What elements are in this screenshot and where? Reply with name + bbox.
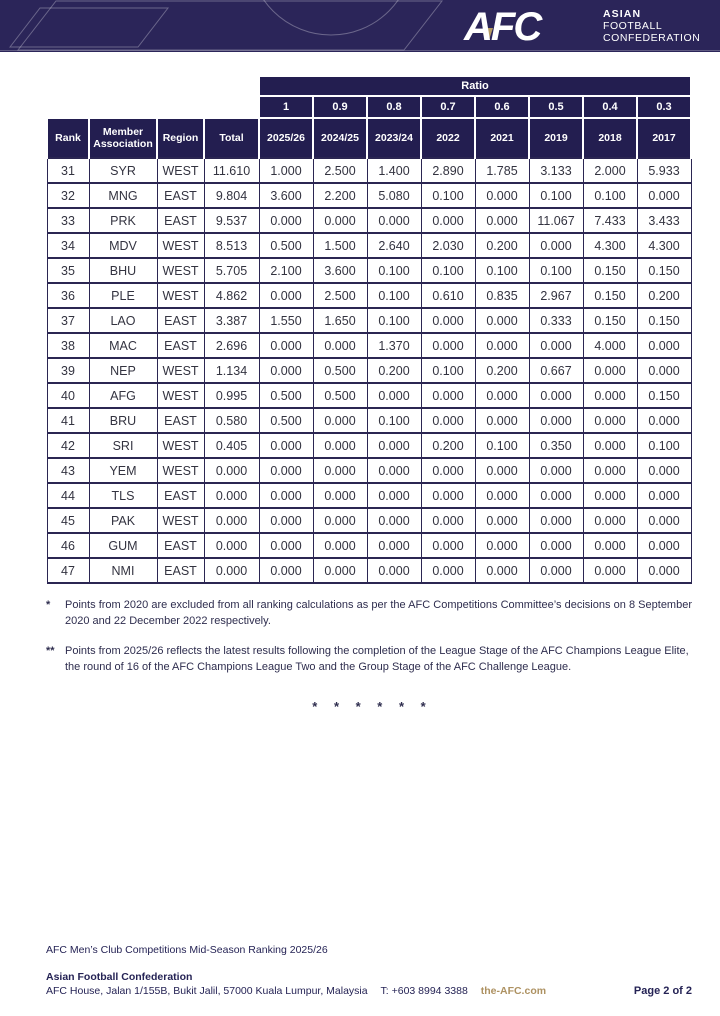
ratio-points-cell: 2.890 [421,158,475,183]
region-cell: WEST [157,433,204,458]
ratio-points-cell: 0.200 [367,358,421,383]
ratio-points-cell: 0.000 [367,208,421,233]
ratio-points-cell: 0.000 [475,508,529,533]
region-cell: EAST [157,408,204,433]
ratio-points-cell: 0.000 [637,558,691,583]
table-row [47,458,691,483]
ratio-points-cell: 0.000 [313,533,367,558]
ratio-points-cell: 0.100 [367,408,421,433]
ratio-label-row [47,76,691,96]
ratio-points-cell: 0.000 [313,508,367,533]
table-row [47,558,691,583]
member-association-cell: MDV [89,233,157,258]
ratio-points-cell: 0.000 [475,408,529,433]
member-association-cell: BRU [89,408,157,433]
ratio-points-cell: 0.000 [529,508,583,533]
ratio-points-cell: 0.835 [475,283,529,308]
rank-cell: 45 [47,508,89,533]
total-cell: 9.804 [204,183,259,208]
ratio-points-cell: 0.000 [313,208,367,233]
ratio-points-cell: 0.500 [259,408,313,433]
table-row [47,408,691,433]
column-header-cell: Region [157,118,204,158]
member-association-cell: MAC [89,333,157,358]
ratio-points-cell: 1.785 [475,158,529,183]
ratio-points-cell: 0.000 [529,483,583,508]
column-header-cell: Total [204,118,259,158]
rank-cell: 41 [47,408,89,433]
rank-cell: 46 [47,533,89,558]
ratio-points-cell: 0.000 [637,408,691,433]
ratio-points-cell: 1.400 [367,158,421,183]
rank-cell: 44 [47,483,89,508]
ratio-points-cell: 0.100 [529,183,583,208]
ratio-points-cell: 0.000 [259,358,313,383]
table-row [47,383,691,408]
header-spacer [47,96,259,118]
ratio-points-cell: 0.200 [475,233,529,258]
ratio-points-cell: 2.640 [367,233,421,258]
ratio-points-cell: 3.133 [529,158,583,183]
ratio-points-cell: 0.000 [475,208,529,233]
afc-logo-icon [462,4,582,48]
region-cell: WEST [157,358,204,383]
ratio-points-cell: 4.300 [583,233,637,258]
rank-cell: 39 [47,358,89,383]
ratio-points-cell: 0.000 [421,483,475,508]
column-header-cell: 2022 [421,118,475,158]
column-header-cell: 2021 [475,118,529,158]
ratio-points-cell: 3.600 [259,183,313,208]
column-header-cell: 2019 [529,118,583,158]
ratio-points-cell: 0.000 [259,458,313,483]
ratio-label-cell: Ratio [259,76,691,96]
member-association-cell: PLE [89,283,157,308]
footnote-text: Points from 2020 are excluded from all ranking calculations as per the AFC Competitions Committee’s decisions on 8 September 2020 and 22 December 2022 respectively. [65,599,692,627]
ratio-points-cell: 0.100 [583,183,637,208]
ratio-points-cell: 0.667 [529,358,583,383]
member-association-cell: MNG [89,183,157,208]
phone-text: T: +603 8994 3388 [380,985,468,997]
ratio-value-cell: 0.8 [367,96,421,118]
ratio-points-cell: 0.000 [313,433,367,458]
total-cell: 0.000 [204,508,259,533]
ratio-points-cell: 0.000 [583,558,637,583]
ratio-points-cell: 0.000 [367,433,421,458]
ratio-points-cell: 0.200 [475,358,529,383]
table-row [47,308,691,333]
footnote-marker: * [46,599,51,611]
ratio-points-cell: 0.000 [529,408,583,433]
column-header-cell: 2017 [637,118,691,158]
member-association-cell: AFG [89,383,157,408]
header-spacer [47,76,259,96]
total-cell: 11.610 [204,158,259,183]
ratio-points-cell: 2.000 [583,158,637,183]
ratio-points-cell: 2.967 [529,283,583,308]
ratio-points-cell: 0.000 [475,308,529,333]
ratio-points-cell: 0.000 [367,458,421,483]
total-cell: 0.000 [204,458,259,483]
ratio-points-cell: 0.000 [475,183,529,208]
rank-cell: 47 [47,558,89,583]
total-cell: 0.580 [204,408,259,433]
ratio-points-cell: 3.600 [313,258,367,283]
ratio-points-cell: 0.000 [475,558,529,583]
page-footer [46,944,692,997]
total-cell: 8.513 [204,233,259,258]
ratio-points-cell: 0.000 [475,483,529,508]
ratio-points-cell: 0.000 [637,183,691,208]
ratio-points-cell: 0.000 [529,458,583,483]
ratio-points-cell: 1.000 [259,158,313,183]
ratio-points-cell: 0.000 [475,458,529,483]
ratio-points-cell: 0.000 [313,458,367,483]
region-cell: WEST [157,258,204,283]
rank-cell: 37 [47,308,89,333]
ratio-points-cell: 0.150 [637,383,691,408]
ratio-points-cell: 0.150 [637,308,691,333]
region-cell: WEST [157,158,204,183]
member-association-cell: SYR [89,158,157,183]
ratio-points-cell: 0.000 [259,333,313,358]
region-cell: EAST [157,483,204,508]
total-cell: 0.000 [204,533,259,558]
ratio-points-cell: 1.650 [313,308,367,333]
table-row [47,433,691,458]
ratio-points-cell: 0.150 [583,258,637,283]
ratio-points-cell: 4.300 [637,233,691,258]
table-row [47,483,691,508]
website-link[interactable]: the-AFC.com [480,985,547,997]
ratio-points-cell: 0.000 [421,508,475,533]
ratio-points-cell: 0.000 [637,483,691,508]
region-cell: EAST [157,558,204,583]
ratio-points-cell: 0.500 [259,233,313,258]
ratio-points-cell: 0.000 [367,483,421,508]
ratio-points-cell: 0.100 [367,258,421,283]
ratio-points-cell: 0.000 [583,483,637,508]
ratio-points-cell: 0.000 [259,508,313,533]
member-association-cell: NMI [89,558,157,583]
ratio-points-cell: 0.000 [313,408,367,433]
ratio-points-cell: 2.030 [421,233,475,258]
ratio-points-cell: 0.000 [259,483,313,508]
rank-cell: 33 [47,208,89,233]
table-row [47,233,691,258]
stars-separator: * * * * * * [312,699,426,714]
ranking-table-header [47,76,691,158]
total-cell: 9.537 [204,208,259,233]
ratio-points-cell: 11.067 [529,208,583,233]
ratio-points-cell: 0.100 [637,433,691,458]
ratio-points-cell: 0.000 [475,333,529,358]
afc-wordmark [603,8,700,44]
region-cell: EAST [157,308,204,333]
ratio-points-cell: 0.000 [421,408,475,433]
region-cell: EAST [157,208,204,233]
page-number: Page 2 of 2 [633,985,692,997]
ratio-points-cell: 0.150 [583,308,637,333]
ratio-points-cell: 3.433 [637,208,691,233]
region-cell: WEST [157,283,204,308]
member-association-cell: BHU [89,258,157,283]
ratio-points-cell: 0.000 [313,558,367,583]
ratio-values-row [47,96,691,118]
table-row [47,508,691,533]
ratio-points-cell: 0.000 [421,558,475,583]
ratio-points-cell: 0.000 [529,383,583,408]
ratio-points-cell: 0.200 [421,433,475,458]
ratio-points-cell: 0.000 [637,333,691,358]
ratio-points-cell: 0.000 [475,533,529,558]
ratio-points-cell: 0.100 [529,258,583,283]
column-header-cell: 2018 [583,118,637,158]
region-cell: WEST [157,233,204,258]
ratio-points-cell: 0.000 [367,533,421,558]
total-cell: 4.862 [204,283,259,308]
ratio-points-cell: 5.933 [637,158,691,183]
region-cell: WEST [157,458,204,483]
footer-row [46,971,692,997]
ratio-points-cell: 0.000 [313,483,367,508]
ratio-points-cell: 0.500 [313,383,367,408]
ratio-points-cell: 0.000 [529,558,583,583]
ratio-points-cell: 0.500 [259,383,313,408]
region-cell: EAST [157,183,204,208]
ratio-points-cell: 0.000 [367,508,421,533]
ratio-value-cell: 0.6 [475,96,529,118]
rank-cell: 38 [47,333,89,358]
member-association-cell: TLS [89,483,157,508]
ratio-points-cell: 0.000 [583,358,637,383]
ratio-points-cell: 0.000 [529,233,583,258]
table-row [47,158,691,183]
ratio-points-cell: 0.100 [475,433,529,458]
ratio-points-cell: 0.000 [367,383,421,408]
footnotes [46,597,692,714]
ratio-points-cell: 0.000 [637,358,691,383]
wordmark-line-football: FOOTBALL [603,20,663,32]
ratio-points-cell: 0.100 [475,258,529,283]
rank-cell: 32 [47,183,89,208]
address-text: AFC House, Jalan 1/155B, Bukit Jalil, 57000 Kuala Lumpur, Malaysia [46,985,368,997]
column-header-cell: 2025/26 [259,118,313,158]
member-association-cell: PAK [89,508,157,533]
column-header-row [47,118,691,158]
footnote-text: Points from 2025/26 reflects the latest results following the completion of the League Stage of the AFC Champions League Elite, the round of 16 of the AFC Champions League Two and the Group Stage of the AFC Challenge League. [65,645,689,673]
region-cell: EAST [157,533,204,558]
region-cell: WEST [157,383,204,408]
ranking-table-body [47,158,691,583]
ratio-points-cell: 0.200 [637,283,691,308]
ratio-points-cell: 1.370 [367,333,421,358]
footnote-2 [46,643,692,675]
ratio-points-cell: 2.500 [313,283,367,308]
ratio-points-cell: 0.000 [583,383,637,408]
ratio-points-cell: 2.500 [313,158,367,183]
region-cell: WEST [157,508,204,533]
rank-cell: 34 [47,233,89,258]
column-header-cell: 2023/24 [367,118,421,158]
ratio-points-cell: 0.000 [421,458,475,483]
ratio-points-cell: 2.100 [259,258,313,283]
ratio-points-cell: 0.000 [637,533,691,558]
ratio-value-cell: 1 [259,96,313,118]
total-cell: 0.405 [204,433,259,458]
ratio-points-cell: 0.000 [259,208,313,233]
ratio-points-cell: 5.080 [367,183,421,208]
document-title: AFC Men’s Club Competitions Mid-Season Ranking 2025/26 [46,944,328,956]
table-row [47,533,691,558]
member-association-cell: NEP [89,358,157,383]
ratio-value-cell: 0.5 [529,96,583,118]
ranking-table [46,75,692,584]
ratio-points-cell: 0.333 [529,308,583,333]
region-cell: EAST [157,333,204,358]
rank-cell: 40 [47,383,89,408]
ratio-points-cell: 1.500 [313,233,367,258]
ratio-points-cell: 0.000 [583,433,637,458]
address-line [46,985,546,997]
ratio-points-cell: 0.000 [583,508,637,533]
ratio-points-cell: 0.000 [421,333,475,358]
ratio-points-cell: 0.000 [259,283,313,308]
member-association-cell: LAO [89,308,157,333]
ratio-value-cell: 0.7 [421,96,475,118]
total-cell: 2.696 [204,333,259,358]
rank-cell: 35 [47,258,89,283]
table-row [47,183,691,208]
ratio-points-cell: 0.000 [475,383,529,408]
member-association-cell: PRK [89,208,157,233]
ratio-points-cell: 0.500 [313,358,367,383]
ratio-points-cell: 0.000 [583,533,637,558]
ratio-points-cell: 0.000 [529,533,583,558]
total-cell: 3.387 [204,308,259,333]
ratio-points-cell: 0.000 [259,558,313,583]
ratio-points-cell: 4.000 [583,333,637,358]
table-row [47,208,691,233]
header-banner [0,0,720,52]
ratio-value-cell: 0.9 [313,96,367,118]
ratio-points-cell: 0.000 [259,533,313,558]
column-header-cell: Member Association [89,118,157,158]
member-association-cell: SRI [89,433,157,458]
rank-cell: 36 [47,283,89,308]
member-association-cell: GUM [89,533,157,558]
ratio-points-cell: 0.100 [421,183,475,208]
ratio-points-cell: 0.610 [421,283,475,308]
column-header-cell: Rank [47,118,89,158]
total-cell: 5.705 [204,258,259,283]
ratio-points-cell: 0.000 [637,458,691,483]
member-association-cell: YEM [89,458,157,483]
ratio-points-cell: 0.000 [583,458,637,483]
ratio-points-cell: 0.000 [367,558,421,583]
ratio-value-cell: 0.3 [637,96,691,118]
table-row [47,258,691,283]
rank-cell: 31 [47,158,89,183]
ratio-points-cell: 0.150 [637,258,691,283]
wordmark-line-asian: ASIAN [603,8,642,20]
ratio-points-cell: 1.550 [259,308,313,333]
table-row [47,333,691,358]
ratio-points-cell: 0.000 [259,433,313,458]
total-cell: 1.134 [204,358,259,383]
ratio-points-cell: 0.100 [421,358,475,383]
column-header-cell: 2024/25 [313,118,367,158]
total-cell: 0.000 [204,558,259,583]
ratio-points-cell: 0.100 [367,308,421,333]
ratio-points-cell: 0.000 [583,408,637,433]
total-cell: 0.995 [204,383,259,408]
wordmark-line-confederation: CONFEDERATION [603,32,701,44]
table-row [47,283,691,308]
afc-logo-letters: AFC [464,5,541,48]
organization-name: Asian Football Confederation [46,971,193,983]
ratio-points-cell: 0.000 [421,208,475,233]
ratio-points-cell: 0.350 [529,433,583,458]
rank-cell: 42 [47,433,89,458]
rank-cell: 43 [47,458,89,483]
ratio-points-cell: 0.150 [583,283,637,308]
ratio-points-cell: 0.000 [421,533,475,558]
footnote-marker: ** [46,645,55,657]
page-content [46,75,692,714]
ratio-points-cell: 0.000 [313,333,367,358]
footnote-1 [46,597,692,629]
ratio-points-cell: 0.100 [367,283,421,308]
ratio-points-cell: 2.200 [313,183,367,208]
total-cell: 0.000 [204,483,259,508]
ratio-points-cell: 7.433 [583,208,637,233]
ratio-value-cell: 0.4 [583,96,637,118]
ratio-points-cell: 0.000 [421,308,475,333]
ratio-points-cell: 0.000 [637,508,691,533]
footer-contact-block [46,971,546,997]
ratio-points-cell: 0.100 [421,258,475,283]
ratio-points-cell: 0.000 [529,333,583,358]
table-row [47,358,691,383]
ratio-points-cell: 0.000 [421,383,475,408]
